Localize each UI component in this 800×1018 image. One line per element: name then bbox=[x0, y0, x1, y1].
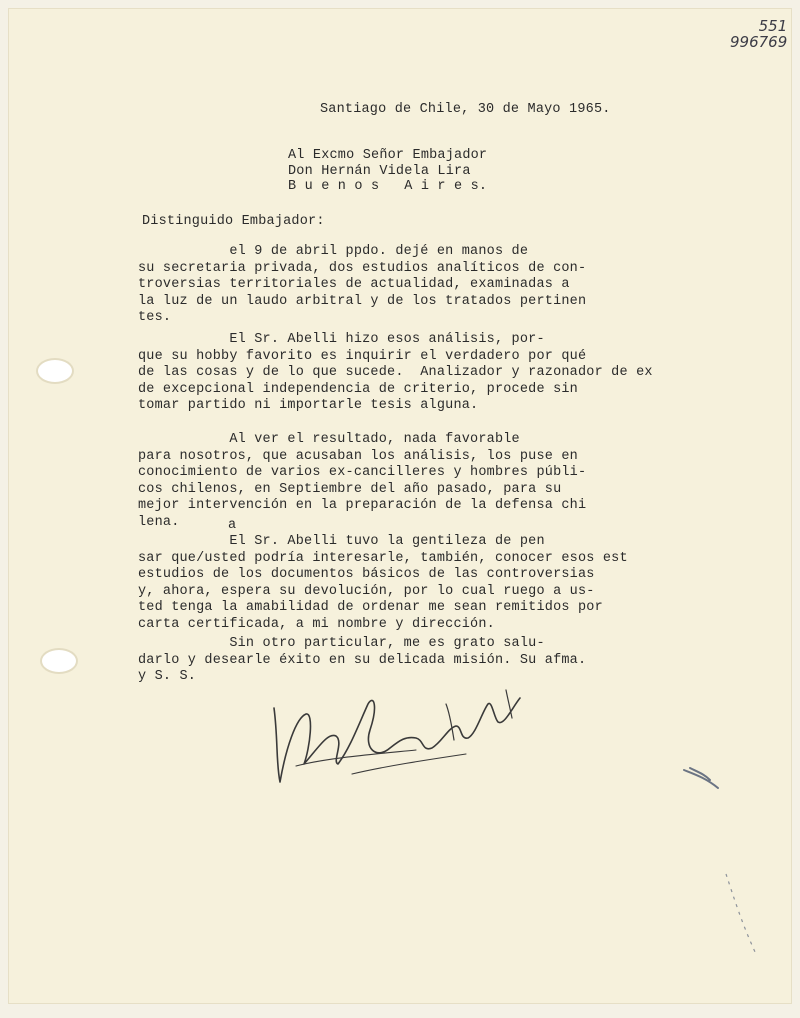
signature bbox=[266, 678, 536, 798]
letter-paragraph-1: el 9 de abril ppdo. dejé en manos de su secretaria privada, dos estudios analíticos de con- troversias territoriales de actualidad, examinadas a la luz de un laudo arbitral y de los tratados pertinen tes. bbox=[138, 244, 587, 325]
letter-recipient: Al Excmo Señor Embajador Don Hernán Videla Lira B u e n o s A i r e s. bbox=[288, 148, 488, 194]
ink-smudge-lower bbox=[720, 868, 770, 968]
letter-salutation: Distinguido Embajador: bbox=[142, 214, 325, 229]
archive-number bbox=[730, 18, 787, 50]
letter-paragraph-5: Sin otro particular, me es grato salu- darlo y desearle éxito en su delicada misión. Su afma. y S. S. bbox=[138, 636, 587, 684]
letter-date: Santiago de Chile, 30 de Mayo 1965. bbox=[320, 102, 611, 117]
letter-paragraph-4-insert: a bbox=[228, 518, 237, 533]
punch-hole-top bbox=[38, 360, 72, 382]
archive-number-line-1: 551 bbox=[758, 17, 788, 35]
punch-hole-bottom bbox=[42, 650, 76, 672]
letter-paragraph-3: Al ver el resultado, nada favorable para nosotros, que acusaban los análisis, los puse en conocimiento de varios ex-cancilleres y hombres públi- cos chilenos, en Septiembre del año pasado, para su mejor intervención en la preparación de la defensa chi lena. bbox=[138, 432, 587, 530]
letter-page bbox=[8, 8, 792, 1004]
ink-smudge bbox=[680, 764, 740, 814]
letter-paragraph-4: El Sr. Abelli tuvo la gentileza de pen sar que/usted podría interesarle, también, conocer esos est estudios de los documentos básicos de las controversias y, ahora, espera su devolución, por lo cual ruego a us- ted tenga la amabilidad de ordenar me sean remitidos por carta certificada, a mi nombre y dirección. bbox=[138, 534, 628, 632]
archive-number-line-2: 996769 bbox=[730, 33, 788, 51]
letter-paragraph-2: El Sr. Abelli hizo esos análisis, por- que su hobby favorito es inquirir el verdadero por qué de las cosas y de lo que sucede. Analizador y razonador de ex de excepcional independencia de criterio, procede sin tomar partido ni importarle tesis alguna. bbox=[138, 332, 653, 413]
